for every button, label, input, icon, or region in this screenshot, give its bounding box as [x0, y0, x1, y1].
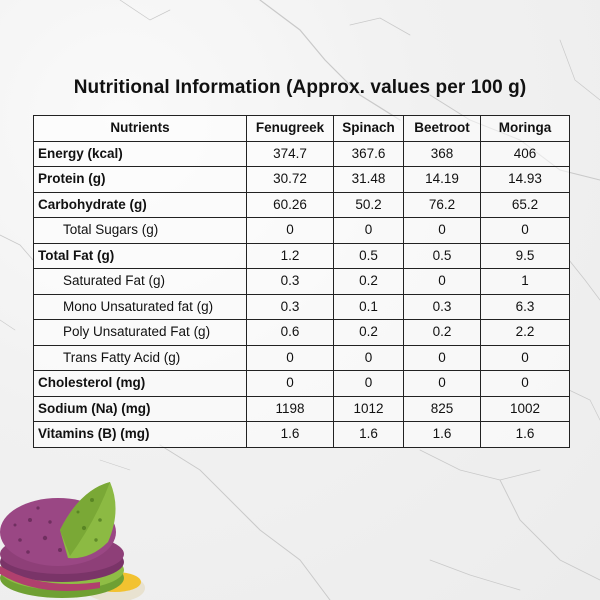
nutrient-name: Total Sugars (g)	[34, 218, 247, 244]
nutrition-table	[33, 115, 570, 448]
table-row	[34, 141, 570, 167]
table-row	[34, 422, 570, 448]
spinach-value: 1012	[334, 396, 404, 422]
beetroot-value: 0	[404, 218, 481, 244]
moringa-value: 14.93	[481, 167, 570, 193]
spinach-value: 0.2	[334, 320, 404, 346]
fenugreek-value: 30.72	[247, 167, 334, 193]
spinach-value: 0	[334, 371, 404, 397]
fenugreek-value: 0	[247, 218, 334, 244]
fenugreek-value: 0.3	[247, 269, 334, 295]
moringa-value: 1.6	[481, 422, 570, 448]
moringa-value: 65.2	[481, 192, 570, 218]
fenugreek-value: 1.2	[247, 243, 334, 269]
table-row	[34, 243, 570, 269]
moringa-value: 0	[481, 371, 570, 397]
table-row	[34, 345, 570, 371]
nutrient-name: Mono Unsaturated fat (g)	[34, 294, 247, 320]
beetroot-value: 1.6	[404, 422, 481, 448]
nutrient-name: Sodium (Na) (mg)	[34, 396, 247, 422]
nutrient-name: Vitamins (B) (mg)	[34, 422, 247, 448]
table-row	[34, 269, 570, 295]
beetroot-value: 76.2	[404, 192, 481, 218]
roti-stack-image	[0, 470, 170, 600]
spinach-value: 0	[334, 218, 404, 244]
nutrient-name: Trans Fatty Acid (g)	[34, 345, 247, 371]
fenugreek-value: 0	[247, 345, 334, 371]
moringa-value: 0	[481, 345, 570, 371]
header-beetroot: Beetroot	[404, 116, 481, 142]
header-moringa: Moringa	[481, 116, 570, 142]
beetroot-value: 0.3	[404, 294, 481, 320]
spinach-value: 0.2	[334, 269, 404, 295]
fenugreek-value: 0.3	[247, 294, 334, 320]
header-spinach: Spinach	[334, 116, 404, 142]
moringa-value: 9.5	[481, 243, 570, 269]
nutrient-name: Total Fat (g)	[34, 243, 247, 269]
beetroot-value: 0.5	[404, 243, 481, 269]
beetroot-value: 0	[404, 345, 481, 371]
nutrient-name: Protein (g)	[34, 167, 247, 193]
moringa-value: 2.2	[481, 320, 570, 346]
fenugreek-value: 60.26	[247, 192, 334, 218]
nutrient-name: Energy (kcal)	[34, 141, 247, 167]
spinach-value: 0	[334, 345, 404, 371]
fenugreek-value: 0.6	[247, 320, 334, 346]
fenugreek-value: 0	[247, 371, 334, 397]
spinach-value: 50.2	[334, 192, 404, 218]
fenugreek-value: 1.6	[247, 422, 334, 448]
beetroot-value: 14.19	[404, 167, 481, 193]
moringa-value: 1002	[481, 396, 570, 422]
moringa-value: 6.3	[481, 294, 570, 320]
spinach-value: 31.48	[334, 167, 404, 193]
nutrient-name: Carbohydrate (g)	[34, 192, 247, 218]
header-fenugreek: Fenugreek	[247, 116, 334, 142]
beetroot-value: 0	[404, 371, 481, 397]
spinach-value: 367.6	[334, 141, 404, 167]
beetroot-value: 825	[404, 396, 481, 422]
nutrient-name: Cholesterol (mg)	[34, 371, 247, 397]
nutrient-name: Saturated Fat (g)	[34, 269, 247, 295]
table-row	[34, 192, 570, 218]
moringa-value: 0	[481, 218, 570, 244]
table-header-row	[34, 116, 570, 142]
header-nutrients: Nutrients	[34, 116, 247, 142]
spinach-value: 1.6	[334, 422, 404, 448]
beetroot-value: 0	[404, 269, 481, 295]
spinach-value: 0.1	[334, 294, 404, 320]
moringa-value: 1	[481, 269, 570, 295]
fenugreek-value: 1198	[247, 396, 334, 422]
moringa-value: 406	[481, 141, 570, 167]
nutrient-name: Poly Unsaturated Fat (g)	[34, 320, 247, 346]
table-row	[34, 320, 570, 346]
table-row	[34, 294, 570, 320]
beetroot-value: 0.2	[404, 320, 481, 346]
spinach-value: 0.5	[334, 243, 404, 269]
page-title: Nutritional Information (Approx. values per 100 g)	[73, 77, 527, 98]
fenugreek-value: 374.7	[247, 141, 334, 167]
table-row	[34, 167, 570, 193]
table-row	[34, 396, 570, 422]
beetroot-value: 368	[404, 141, 481, 167]
table-row	[34, 371, 570, 397]
table-row	[34, 218, 570, 244]
